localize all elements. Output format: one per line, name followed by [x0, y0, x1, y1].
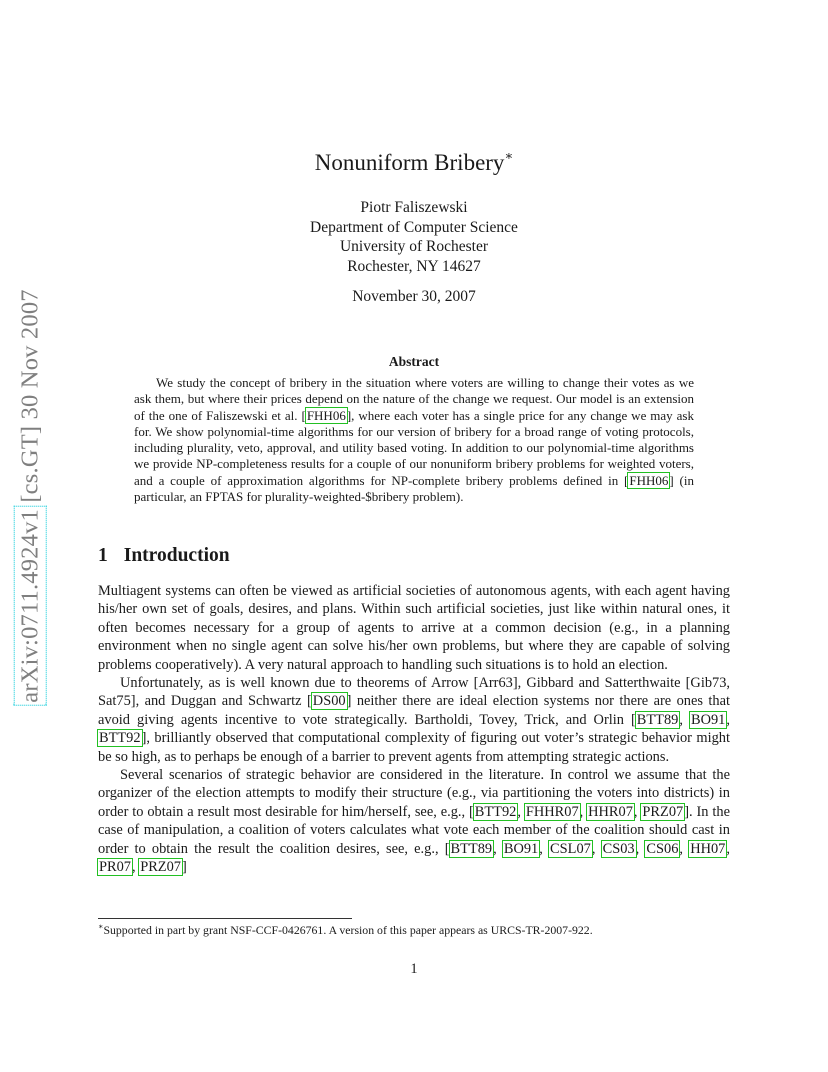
section-number: 1: [98, 545, 108, 566]
page-number: 1: [410, 961, 418, 977]
author-location: Rochester, NY 14627: [347, 257, 481, 275]
text-run: Arr63: [478, 675, 513, 692]
citation-link[interactable]: CS06: [646, 840, 679, 857]
citation-link[interactable]: PRZ07: [140, 859, 181, 876]
footnote: [98, 922, 593, 938]
citation-link[interactable]: DS00: [312, 693, 346, 710]
text-run: ], brilliantly observed that computational complexity of figuring out voter’s strategic behavior might be so high, as to perhaps be enough of a barrier to prevent agents from attempting strategic actions.: [98, 730, 730, 765]
text-run: ,: [726, 840, 730, 857]
citation-link[interactable]: BTT92: [99, 730, 141, 747]
arxiv-date: 30 Nov 2007: [17, 289, 45, 420]
text-run: We study the concept of bribery in the situation where voters are willing to change their votes as we ask them, but where their prices depend on the nature of the change we request. Our model is an extension of the one of Faliszewski et al.: [134, 375, 694, 423]
text-run: ,: [579, 803, 588, 820]
citation-link[interactable]: FHH06: [306, 407, 346, 423]
citation-link[interactable]: PRZ07: [642, 803, 684, 820]
text-run: ,: [493, 840, 503, 857]
abstract-text: [134, 375, 694, 505]
text-run: ], and Duggan and Schwartz [: [130, 693, 312, 710]
text-run: ], Gibbard and Satterthwaite [: [512, 675, 691, 692]
text-run: ,: [635, 840, 646, 857]
citation-link[interactable]: BTT89: [636, 711, 679, 728]
author-department: Department of Computer Science: [310, 218, 518, 236]
text-run: ,: [591, 840, 602, 857]
text-run: ,: [633, 803, 642, 820]
text-run: ,: [679, 711, 690, 728]
citation-link[interactable]: HHR07: [588, 803, 633, 820]
text-run: Multiagent systems can often be viewed as artificial societies of autonomous agents, with each agent having his/her own set of goals, desires, and plans. Within such artificial societies, just like within natural ones, it often becomes necessary for a group of agents to arrive at a common decision (e.g., in a planning environment when no single agent can solve his/her own problems, but where they are capable of solving problems cooperatively). A very natural approach to handling such situations is to hold an election.: [98, 583, 730, 673]
author-name: Piotr Faliszewski: [360, 199, 468, 216]
text-run: ] (in particular, an FPTAS for plurality-weighted-$bribery problem).: [134, 472, 694, 505]
text-run: [: [624, 472, 629, 488]
text-run: ], where each voter has a single price for any change we may ask for. We show polynomial-time algorithms for our version of bribery for a broad range of voting protocols, including plurality, veto, approval, and utility based voting. In addition to our polynomial-time algorithms we provide NP-completeness results for a couple of our nonuniform bribery problems for weighted voters, and a couple of approximation algorithms for NP-complete bribery problems defined in: [134, 407, 694, 488]
section-title: Introduction: [123, 545, 230, 566]
citation-link[interactable]: CSL07: [550, 840, 591, 857]
citation-link[interactable]: PR07: [99, 859, 131, 876]
author-university: University of Rochester: [339, 238, 489, 255]
text-run: Several scenarios of strategic behavior are considered in the literature. In control we assume that the organizer of the election attempts to modify their structure (e.g., via partitioning the voters into districts) in order to obtain a result most desirable for him/herself, see, e.g., [: [98, 767, 730, 820]
citation-link[interactable]: BO91: [690, 711, 726, 728]
citation-link[interactable]: BTT89: [450, 840, 493, 857]
paragraph: [98, 766, 730, 876]
footnote-text: Supported in part by grant NSF-CCF-0426761. A version of this paper appears as URCS-TR-2007-922.: [103, 922, 593, 937]
text-run: ,: [517, 803, 525, 820]
title-text: Nonuniform Bribery: [314, 150, 505, 175]
section-heading: [98, 545, 230, 567]
text-run: ]: [182, 859, 187, 876]
title-footnote-mark: ∗: [504, 148, 514, 163]
text-run: [: [301, 407, 306, 423]
paragraph: [98, 674, 730, 766]
paper-date: November 30, 2007: [352, 288, 476, 305]
body-text: [98, 582, 730, 877]
text-run: ,: [132, 859, 140, 876]
citation-link[interactable]: FHHR07: [525, 803, 579, 820]
text-run: Gib73: [690, 675, 727, 692]
text-run: Unfortunately, as is well known due to theorems of Arrow [: [120, 675, 479, 692]
text-run: ]. In the case of manipulation, a coalition of voters calculates what vote each member of the coalition should cast in order to obtain the result the coalition desires, see, e.g., [: [98, 803, 730, 857]
abstract-heading: Abstract: [388, 354, 440, 369]
text-run: ] neither there are ideal election systems nor there are ones that avoid giving agents incentive to vote strategically. Bartholdi, Tovey, Trick, and Orlin [: [98, 693, 730, 728]
citation-link[interactable]: BTT92: [474, 803, 517, 820]
footnote-mark: ∗: [98, 922, 104, 931]
citation-link[interactable]: BO91: [503, 840, 539, 857]
citation-link[interactable]: FHH06: [629, 472, 669, 488]
text-run: Sat75: [98, 693, 131, 710]
arxiv-stamp: [8, 257, 54, 735]
text-run: ,: [726, 675, 731, 692]
text-run: ,: [726, 711, 730, 728]
text-run: ,: [539, 840, 550, 857]
citation-link[interactable]: HH07: [690, 840, 726, 857]
arxiv-category: [cs.GT]: [17, 425, 45, 503]
text-run: ,: [679, 840, 690, 857]
paragraph: [98, 582, 730, 674]
arxiv-id-link[interactable]: arXiv:0711.4924v1: [17, 509, 45, 703]
footnote-rule: [98, 918, 352, 919]
paper-title: [0, 150, 828, 176]
author-block: [0, 198, 828, 276]
citation-link[interactable]: CS03: [602, 840, 635, 857]
